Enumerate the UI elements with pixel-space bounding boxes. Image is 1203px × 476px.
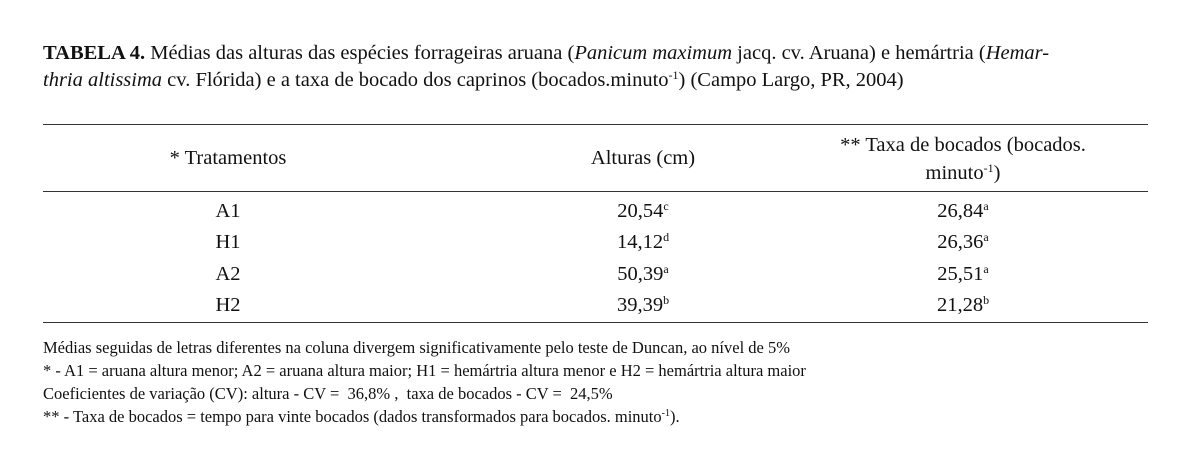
header-taxa [773, 131, 1153, 187]
footnote-treatments: * - A1 = aruana altura menor; A2 = aruana altura maior; H1 = hemártria altura menor e H2 = hemártria altura maior [43, 361, 806, 380]
row-3-altura [493, 261, 793, 288]
row-2-altura-value: 14,12 [616, 231, 664, 253]
row-1-taxa [773, 198, 1153, 225]
row-4-altura-letter: b [663, 293, 670, 307]
footnote-taxa-text: ** - Taxa de bocados = tempo para vinte bocados (dados transformados para bocados. minuto [43, 407, 662, 426]
caption-text-4: ) (Campo Largo, PR, 2004) [678, 69, 904, 91]
row-1-altura-value: 20,54 [617, 200, 664, 222]
row-3-altura-value: 50,39 [617, 263, 664, 285]
row-1-tratamento: A1 [215, 200, 241, 222]
row-3-taxa [773, 261, 1153, 288]
row-4-tratamento: H2 [215, 294, 241, 316]
row-2-altura-letter: d [663, 230, 670, 244]
table-caption [43, 40, 1153, 94]
row-3-tratamento: A2 [215, 263, 241, 285]
row-2-taxa-letter: a [983, 230, 989, 244]
row-1-altura [493, 198, 793, 225]
row-3-altura-letter: a [663, 262, 669, 276]
row-2-taxa-value: 26,36 [937, 231, 984, 253]
caption-species-1: Panicum maximum [574, 42, 733, 64]
row-2-taxa [773, 229, 1153, 256]
row-4-taxa [773, 292, 1153, 319]
footnote-taxa [43, 405, 806, 428]
caption-text-3: cv. Flórida) e a taxa de bocado dos caprinos (bocados.minuto [162, 69, 669, 91]
row-2-altura [493, 229, 793, 256]
header-alturas: Alturas (cm) [590, 147, 696, 169]
row-4-altura [493, 292, 793, 319]
caption-label: TABELA 4. [43, 42, 146, 64]
header-taxa-close: ) [993, 162, 1001, 184]
footnote-duncan: Médias seguidas de letras diferentes na coluna divergem significativamente pelo teste de Duncan, ao nível de 5% [43, 338, 790, 357]
footnote-cv: Coeficientes de variação (CV): altura - CV = 36,8% , taxa de bocados - CV = 24,5% [43, 384, 613, 403]
header-taxa-superscript: -1 [983, 161, 994, 175]
caption-species-2-part2: thria altissima [43, 69, 163, 91]
header-taxa-line1: ** Taxa de bocados (bocados. [840, 134, 1086, 156]
row-2-tratamento: H1 [215, 231, 241, 253]
caption-text-2: jacq. cv. Aruana) e hemártria ( [732, 42, 986, 64]
header-tratamentos: * Tratamentos [169, 147, 287, 169]
table-bottom-rule [43, 322, 1148, 323]
row-1-altura-letter: c [663, 199, 669, 213]
row-4-taxa-value: 21,28 [936, 294, 984, 316]
caption-species-2-part1: Hemar- [985, 42, 1050, 64]
row-4-taxa-letter: b [983, 293, 990, 307]
row-3-taxa-letter: a [983, 262, 989, 276]
table-top-rule [43, 124, 1148, 125]
row-1-taxa-letter: a [983, 199, 989, 213]
header-taxa-line2: minuto [925, 162, 984, 184]
row-3-taxa-value: 25,51 [937, 263, 984, 285]
row-4-altura-value: 39,39 [616, 294, 664, 316]
footnote-taxa-superscript: -1 [661, 408, 670, 419]
footnote-taxa-end: ). [669, 407, 680, 426]
table-header-rule [43, 191, 1148, 192]
table-footnotes [43, 336, 806, 428]
row-1-taxa-value: 26,84 [937, 200, 984, 222]
caption-text-1: Médias das alturas das espécies forrageiras aruana ( [145, 42, 575, 64]
caption-superscript: -1 [668, 68, 679, 82]
